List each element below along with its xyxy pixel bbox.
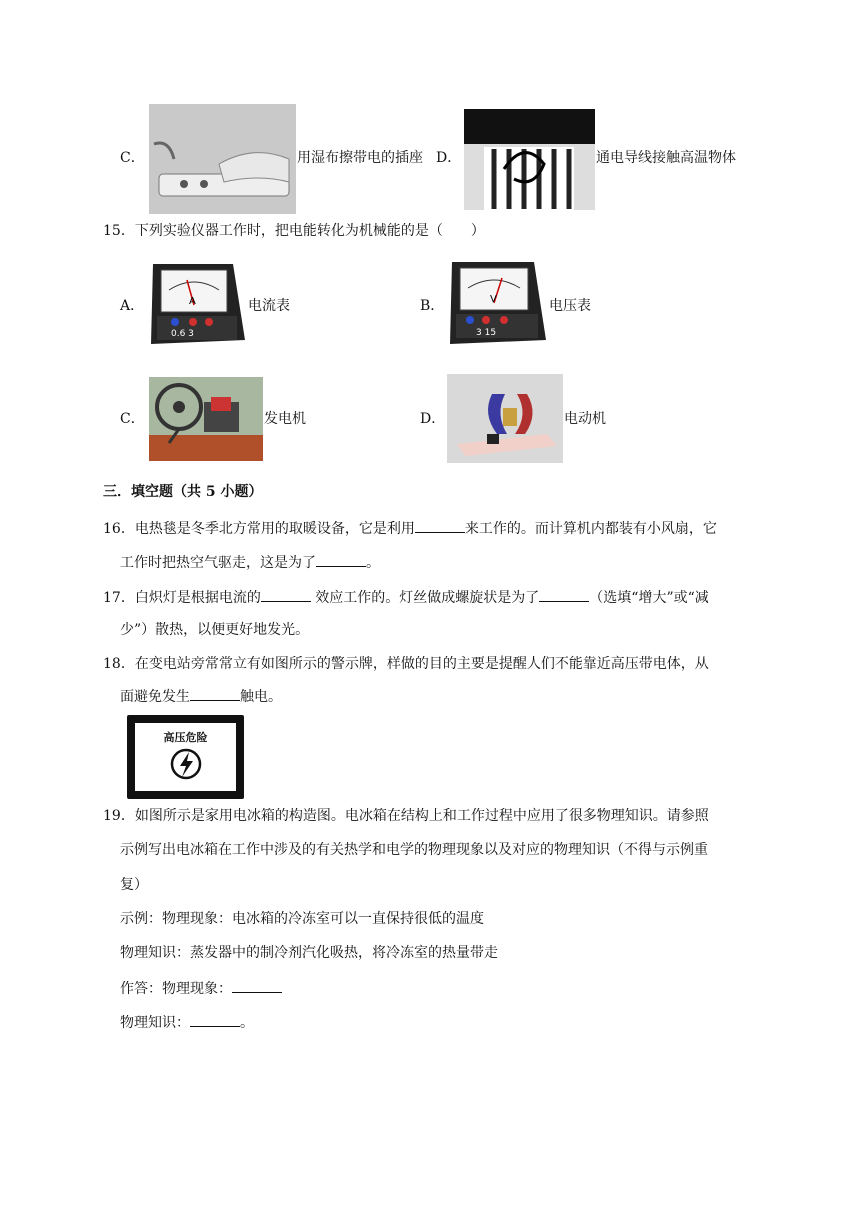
q18-line2 [120, 686, 282, 707]
section-title: 三．填空题（共 5 小题） [103, 484, 263, 500]
q19-answer-knowledge: 物理知识： [120, 1015, 190, 1031]
wire-heater-photo [464, 109, 595, 210]
wet-cloth-socket-photo [149, 104, 296, 214]
q15-option-d-letter: D． [420, 411, 446, 427]
q14-option-d-text: 通电导线接触高温物体 [596, 150, 736, 166]
q19-answer-phenomenon-line [120, 978, 282, 999]
q18-text-2b: 触电。 [240, 689, 282, 705]
q15-option-c-text: 发电机 [264, 411, 306, 427]
high-voltage-warning-sign [127, 715, 244, 799]
ammeter-image [147, 260, 247, 352]
q19-blank-2 [190, 1012, 240, 1027]
q15-option-d-text: 电动机 [564, 411, 606, 427]
generator-image [149, 377, 263, 461]
q15-option-c-letter: C． [120, 411, 145, 427]
q15-option-a-text: 电流表 [248, 298, 290, 314]
q18-line1: 18．在变电站旁常常立有如图所示的警示牌，样做的目的主要是提醒人们不能靠近高压带电体，从 [103, 656, 709, 672]
q15-stem: 15．下列实验仪器工作时，把电能转化为机械能的是（ ） [103, 223, 485, 239]
q17-text-1a: 17．白炽灯是根据电流的 [103, 590, 261, 606]
voltmeter-terminals: 3 15 [476, 328, 497, 338]
warning-sign-text: 高压危险 [163, 731, 208, 744]
q15-option-b-text: 电压表 [549, 298, 591, 314]
q15-option-b-letter: B． [420, 298, 445, 314]
q16-text-1a: 16．电热毯是冬季北方常用的取暖设备，它是利用 [103, 521, 415, 537]
voltmeter-image [446, 258, 548, 352]
q17-text-1b: 效应工作的。灯丝做成螺旋状是为了 [310, 590, 540, 606]
q18-blank [190, 686, 240, 701]
q16-text-1b: 来工作的。而计算机内都装有小风扇，它 [464, 521, 717, 537]
warning-sign-panel [135, 723, 236, 791]
q16-text-2b: 。 [366, 555, 380, 571]
q14-option-d-letter: D． [436, 150, 462, 166]
ammeter-letter: A [189, 296, 196, 307]
q19-example-knowledge: 物理知识：蒸发器中的制冷剂汽化吸热，将冷冻室的热量带走 [120, 945, 498, 961]
q17-blank-2 [539, 587, 589, 602]
q19-answer-phenomenon: 作答：物理现象： [120, 981, 232, 997]
q16-line1 [103, 518, 717, 539]
ammeter-terminals: 0.6 3 [171, 329, 194, 339]
q19-line3: 复） [120, 877, 148, 893]
q17-line1 [103, 587, 709, 608]
q17-blank-1 [261, 587, 311, 602]
q19-example-phenomenon: 示例：物理现象：电冰箱的冷冻室可以一直保持很低的温度 [120, 911, 484, 927]
q19-blank-1 [232, 978, 282, 993]
q16-text-2a: 工作时把热空气驱走，这是为了 [120, 555, 316, 571]
q19-answer-knowledge-line [120, 1012, 254, 1033]
lightning-icon [170, 747, 202, 781]
q17-text-1c: （选填“增大”或“减 [589, 590, 709, 606]
q14-option-c-letter: C． [120, 150, 145, 166]
q19-line2: 示例写出电冰箱在工作中涉及的有关热学和电学的物理现象以及对应的物理知识（不得与示例重 [120, 842, 708, 858]
q16-blank-1 [415, 518, 465, 533]
voltmeter-letter: V [490, 294, 497, 305]
q16-blank-2 [316, 552, 366, 567]
q18-text-2a: 面避免发生 [120, 689, 190, 705]
q19-period: 。 [240, 1015, 254, 1031]
electric-motor-image [447, 374, 563, 463]
q15-option-a-letter: A． [120, 298, 145, 314]
q14-option-c-text: 用湿布擦带电的插座 [297, 150, 423, 166]
q16-line2 [120, 552, 380, 573]
q17-line2: 少”）散热，以便更好地发光。 [120, 622, 310, 638]
q19-line1: 19．如图所示是家用电冰箱的构造图。电冰箱在结构上和工作过程中应用了很多物理知识。请参照 [103, 808, 709, 824]
